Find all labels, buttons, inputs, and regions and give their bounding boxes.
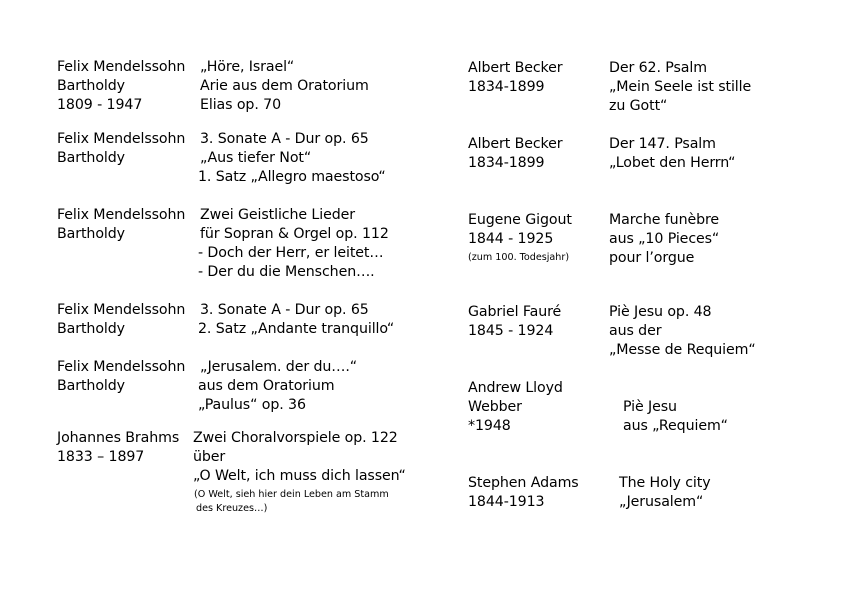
composer-name: Gabriel Fauré bbox=[468, 304, 562, 320]
composer-dates: 1844 - 1925 bbox=[468, 231, 554, 247]
composer-name: Felix Mendelssohn bbox=[57, 359, 186, 375]
composer-name: Andrew Lloyd bbox=[468, 380, 563, 396]
work-detail: über bbox=[193, 449, 226, 465]
work-detail: für Sopran & Orgel op. 112 bbox=[200, 226, 389, 242]
composer-name: Felix Mendelssohn bbox=[57, 59, 186, 75]
work-detail: Arie aus dem Oratorium bbox=[200, 78, 369, 94]
work-title: 3. Sonate A - Dur op. 65 bbox=[200, 302, 369, 318]
composer-name: Johannes Brahms bbox=[57, 430, 180, 446]
work-detail: aus dem Oratorium bbox=[198, 378, 335, 394]
composer-dates: 1844-1913 bbox=[468, 494, 545, 510]
work-detail: aus der bbox=[609, 323, 662, 339]
composer-name: Albert Becker bbox=[468, 136, 563, 152]
work-title: Zwei Choralvorspiele op. 122 bbox=[193, 430, 398, 446]
composer-name-line2: Webber bbox=[468, 399, 522, 415]
work-detail: - Doch der Herr, er leitet… bbox=[198, 245, 384, 261]
composer-name: Felix Mendelssohn bbox=[57, 302, 186, 318]
composer-dates: *1948 bbox=[468, 418, 511, 434]
composer-dates: 1833 – 1897 bbox=[57, 449, 145, 465]
composer-name-line2: Bartholdy bbox=[57, 378, 125, 394]
work-note: (O Welt, sieh hier dein Leben am Stamm bbox=[194, 489, 389, 500]
work-title: The Holy city bbox=[619, 475, 711, 491]
composer-name-line2: Bartholdy bbox=[57, 78, 125, 94]
work-detail: „Mein Seele ist stille bbox=[609, 79, 752, 95]
work-title: Piè Jesu bbox=[623, 399, 677, 415]
work-detail: „O Welt, ich muss dich lassen“ bbox=[193, 468, 406, 484]
composer-dates: 1834-1899 bbox=[468, 155, 545, 171]
work-detail: „Jerusalem“ bbox=[619, 494, 704, 510]
work-detail: aus „Requiem“ bbox=[623, 418, 728, 434]
work-detail: „Messe de Requiem“ bbox=[609, 342, 756, 358]
composer-dates: 1834-1899 bbox=[468, 79, 545, 95]
work-detail: „Lobet den Herrn“ bbox=[609, 155, 736, 171]
work-detail: 2. Satz „Andante tranquillo“ bbox=[198, 321, 395, 337]
composer-name-line2: Bartholdy bbox=[57, 226, 125, 242]
work-detail: „Paulus“ op. 36 bbox=[198, 397, 306, 413]
work-detail: aus „10 Pieces“ bbox=[609, 231, 720, 247]
work-detail: zu Gott“ bbox=[609, 98, 668, 114]
work-title: Der 147. Psalm bbox=[609, 136, 716, 152]
composer-dates: 1845 - 1924 bbox=[468, 323, 554, 339]
composer-name: Felix Mendelssohn bbox=[57, 207, 186, 223]
work-title: Piè Jesu op. 48 bbox=[609, 304, 712, 320]
composer-name: Eugene Gigout bbox=[468, 212, 572, 228]
composer-name: Felix Mendelssohn bbox=[57, 131, 186, 147]
composer-dates: 1809 - 1947 bbox=[57, 97, 143, 113]
work-detail: - Der du die Menschen…. bbox=[198, 264, 375, 280]
work-note: des Kreuzes…) bbox=[196, 503, 268, 514]
work-detail: „Aus tiefer Not“ bbox=[200, 150, 312, 166]
work-title: Zwei Geistliche Lieder bbox=[200, 207, 355, 223]
composer-name-line2: Bartholdy bbox=[57, 150, 125, 166]
composer-name-line2: Bartholdy bbox=[57, 321, 125, 337]
work-title: 3. Sonate A - Dur op. 65 bbox=[200, 131, 369, 147]
work-detail: pour l’orgue bbox=[609, 250, 695, 266]
work-detail: Elias op. 70 bbox=[200, 97, 282, 113]
composer-name: Stephen Adams bbox=[468, 475, 579, 491]
work-title: „Höre, Israel“ bbox=[200, 59, 295, 75]
work-title: Marche funèbre bbox=[609, 212, 720, 228]
composer-note: (zum 100. Todesjahr) bbox=[468, 252, 570, 263]
work-title: „Jerusalem. der du….“ bbox=[200, 359, 358, 375]
work-title: Der 62. Psalm bbox=[609, 60, 707, 76]
composer-name: Albert Becker bbox=[468, 60, 563, 76]
work-detail: 1. Satz „Allegro maestoso“ bbox=[198, 169, 386, 185]
